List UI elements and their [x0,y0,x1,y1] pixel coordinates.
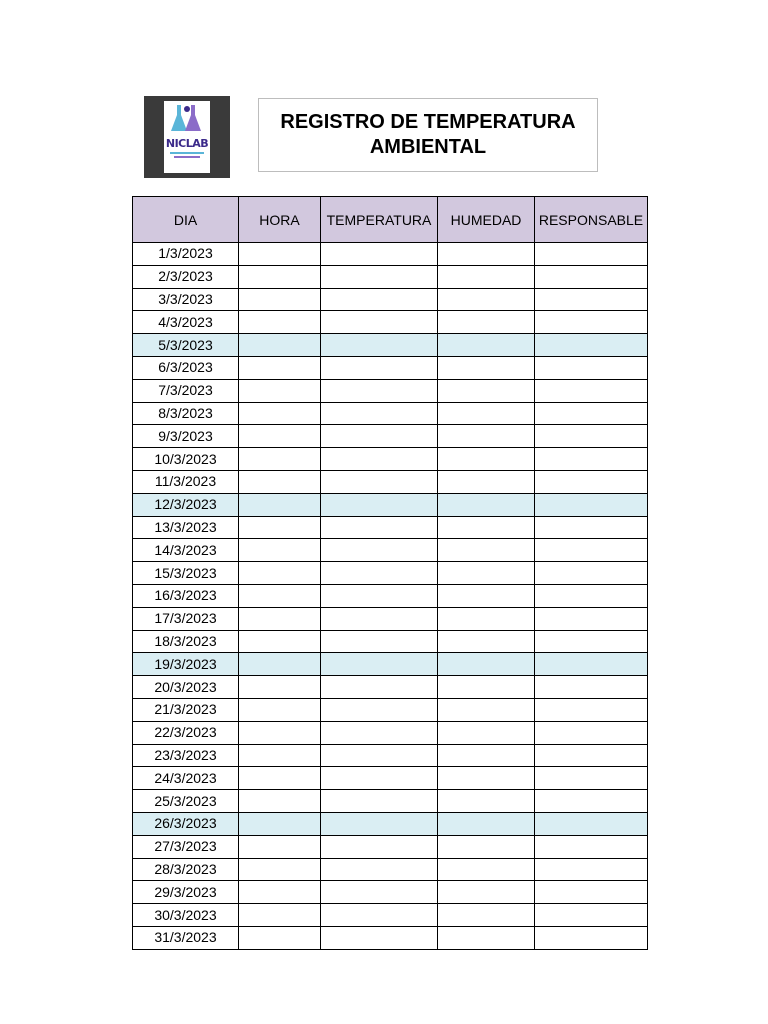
cell-temperatura[interactable] [321,607,438,630]
table-row [133,904,648,927]
table-row [133,311,648,334]
cell-temperatura[interactable] [321,812,438,835]
cell-humedad[interactable] [438,288,535,311]
table-row [133,402,648,425]
cell-hora[interactable] [239,926,321,949]
cell-hora[interactable] [239,676,321,699]
cell-responsable[interactable] [535,356,648,379]
cell-temperatura[interactable] [321,493,438,516]
column-header-humedad: HUMEDAD [438,197,535,243]
cell-dia: 16/3/2023 [133,584,239,607]
cell-responsable[interactable] [535,493,648,516]
cell-temperatura[interactable] [321,425,438,448]
cell-humedad[interactable] [438,790,535,813]
logo-text: NICLAB [165,137,209,150]
temperature-log-table [132,196,648,950]
cell-dia: 12/3/2023 [133,493,239,516]
cell-hora[interactable] [239,243,321,266]
cell-hora[interactable] [239,493,321,516]
cell-temperatura[interactable] [321,243,438,266]
table-row [133,243,648,266]
cell-responsable[interactable] [535,812,648,835]
cell-dia: 26/3/2023 [133,812,239,835]
cell-humedad[interactable] [438,926,535,949]
cell-humedad[interactable] [438,812,535,835]
cell-dia: 5/3/2023 [133,334,239,357]
table-row [133,607,648,630]
cell-temperatura[interactable] [321,790,438,813]
cell-dia: 21/3/2023 [133,698,239,721]
cell-responsable[interactable] [535,835,648,858]
cell-hora[interactable] [239,539,321,562]
cell-humedad[interactable] [438,835,535,858]
cell-temperatura[interactable] [321,334,438,357]
cell-hora[interactable] [239,904,321,927]
cell-dia: 29/3/2023 [133,881,239,904]
cell-humedad[interactable] [438,425,535,448]
cell-dia: 6/3/2023 [133,356,239,379]
cell-responsable[interactable] [535,243,648,266]
cell-hora[interactable] [239,334,321,357]
cell-hora[interactable] [239,516,321,539]
column-header-responsable: RESPONSABLE [535,197,648,243]
cell-temperatura[interactable] [321,448,438,471]
cell-temperatura[interactable] [321,767,438,790]
cell-hora[interactable] [239,721,321,744]
table-row [133,881,648,904]
cell-responsable[interactable] [535,721,648,744]
table-row [133,584,648,607]
cell-dia: 18/3/2023 [133,630,239,653]
cell-temperatura[interactable] [321,288,438,311]
cell-temperatura[interactable] [321,698,438,721]
cell-hora[interactable] [239,630,321,653]
flask-icon [167,101,207,135]
cell-temperatura[interactable] [321,926,438,949]
cell-hora[interactable] [239,265,321,288]
cell-responsable[interactable] [535,698,648,721]
cell-humedad[interactable] [438,881,535,904]
cell-humedad[interactable] [438,676,535,699]
cell-hora[interactable] [239,356,321,379]
cell-humedad[interactable] [438,653,535,676]
cell-responsable[interactable] [535,425,648,448]
cell-responsable[interactable] [535,584,648,607]
cell-temperatura[interactable] [321,311,438,334]
cell-temperatura[interactable] [321,539,438,562]
cell-hora[interactable] [239,379,321,402]
column-header-dia: DIA [133,197,239,243]
cell-dia: 2/3/2023 [133,265,239,288]
cell-dia: 1/3/2023 [133,243,239,266]
document-title: REGISTRO DE TEMPERATURA AMBIENTAL [280,111,576,158]
cell-hora[interactable] [239,562,321,585]
cell-humedad[interactable] [438,767,535,790]
cell-dia: 13/3/2023 [133,516,239,539]
cell-dia: 28/3/2023 [133,858,239,881]
cell-dia: 14/3/2023 [133,539,239,562]
cell-responsable[interactable] [535,653,648,676]
cell-hora[interactable] [239,448,321,471]
logo-stripe [170,152,204,154]
cell-responsable[interactable] [535,539,648,562]
cell-temperatura[interactable] [321,653,438,676]
cell-humedad[interactable] [438,448,535,471]
cell-responsable[interactable] [535,767,648,790]
table-row [133,516,648,539]
cell-humedad[interactable] [438,334,535,357]
table-row [133,721,648,744]
cell-responsable[interactable] [535,311,648,334]
cell-dia: 11/3/2023 [133,470,239,493]
cell-dia: 15/3/2023 [133,562,239,585]
cell-hora[interactable] [239,812,321,835]
cell-humedad[interactable] [438,698,535,721]
cell-hora[interactable] [239,584,321,607]
logo-card [164,101,210,173]
table-header-row [133,197,648,243]
cell-hora[interactable] [239,288,321,311]
cell-hora[interactable] [239,767,321,790]
cell-temperatura[interactable] [321,904,438,927]
cell-dia: 27/3/2023 [133,835,239,858]
cell-responsable[interactable] [535,881,648,904]
cell-responsable[interactable] [535,562,648,585]
cell-humedad[interactable] [438,630,535,653]
cell-temperatura[interactable] [321,676,438,699]
cell-hora[interactable] [239,744,321,767]
cell-hora[interactable] [239,311,321,334]
cell-temperatura[interactable] [321,265,438,288]
cell-hora[interactable] [239,402,321,425]
table-row [133,265,648,288]
cell-dia: 9/3/2023 [133,425,239,448]
cell-humedad[interactable] [438,265,535,288]
cell-responsable[interactable] [535,288,648,311]
cell-responsable[interactable] [535,676,648,699]
cell-hora[interactable] [239,835,321,858]
table-row [133,744,648,767]
column-header-hora: HORA [239,197,321,243]
table-row [133,539,648,562]
cell-dia: 25/3/2023 [133,790,239,813]
table-row [133,653,648,676]
cell-dia: 31/3/2023 [133,926,239,949]
cell-responsable[interactable] [535,926,648,949]
cell-hora[interactable] [239,470,321,493]
logo-stripe [174,156,200,158]
table-row [133,767,648,790]
cell-responsable[interactable] [535,790,648,813]
cell-humedad[interactable] [438,493,535,516]
company-logo [144,96,230,178]
cell-temperatura[interactable] [321,858,438,881]
cell-temperatura[interactable] [321,516,438,539]
cell-responsable[interactable] [535,379,648,402]
cell-hora[interactable] [239,858,321,881]
table-row [133,562,648,585]
cell-temperatura[interactable] [321,721,438,744]
cell-hora[interactable] [239,790,321,813]
cell-humedad[interactable] [438,470,535,493]
cell-humedad[interactable] [438,311,535,334]
cell-temperatura[interactable] [321,402,438,425]
cell-temperatura[interactable] [321,379,438,402]
cell-hora[interactable] [239,881,321,904]
cell-humedad[interactable] [438,243,535,266]
cell-dia: 3/3/2023 [133,288,239,311]
cell-humedad[interactable] [438,607,535,630]
table-row [133,812,648,835]
cell-dia: 20/3/2023 [133,676,239,699]
column-header-temperatura: TEMPERATURA [321,197,438,243]
cell-responsable[interactable] [535,334,648,357]
cell-humedad[interactable] [438,539,535,562]
table-row [133,288,648,311]
cell-humedad[interactable] [438,744,535,767]
cell-temperatura[interactable] [321,356,438,379]
cell-responsable[interactable] [535,858,648,881]
cell-responsable[interactable] [535,744,648,767]
cell-hora[interactable] [239,425,321,448]
table-row [133,698,648,721]
cell-dia: 30/3/2023 [133,904,239,927]
cell-temperatura[interactable] [321,584,438,607]
table-row [133,425,648,448]
cell-hora[interactable] [239,653,321,676]
table-row [133,858,648,881]
cell-dia: 17/3/2023 [133,607,239,630]
cell-humedad[interactable] [438,858,535,881]
cell-temperatura[interactable] [321,744,438,767]
cell-temperatura[interactable] [321,881,438,904]
table-row [133,676,648,699]
title-box [258,98,598,172]
table-row [133,334,648,357]
cell-humedad[interactable] [438,904,535,927]
cell-hora[interactable] [239,698,321,721]
cell-temperatura[interactable] [321,562,438,585]
cell-dia: 10/3/2023 [133,448,239,471]
cell-dia: 7/3/2023 [133,379,239,402]
cell-humedad[interactable] [438,516,535,539]
cell-humedad[interactable] [438,356,535,379]
cell-temperatura[interactable] [321,835,438,858]
cell-humedad[interactable] [438,402,535,425]
cell-responsable[interactable] [535,630,648,653]
cell-responsable[interactable] [535,516,648,539]
cell-humedad[interactable] [438,562,535,585]
cell-humedad[interactable] [438,379,535,402]
cell-responsable[interactable] [535,402,648,425]
table-row [133,926,648,949]
table-row [133,448,648,471]
cell-hora[interactable] [239,607,321,630]
cell-dia: 24/3/2023 [133,767,239,790]
cell-responsable[interactable] [535,448,648,471]
table-row [133,470,648,493]
cell-dia: 8/3/2023 [133,402,239,425]
cell-responsable[interactable] [535,607,648,630]
table-row [133,790,648,813]
cell-temperatura[interactable] [321,470,438,493]
cell-humedad[interactable] [438,721,535,744]
cell-dia: 19/3/2023 [133,653,239,676]
table-row [133,379,648,402]
cell-dia: 22/3/2023 [133,721,239,744]
table-row [133,493,648,516]
cell-responsable[interactable] [535,265,648,288]
cell-responsable[interactable] [535,904,648,927]
cell-humedad[interactable] [438,584,535,607]
cell-dia: 23/3/2023 [133,744,239,767]
cell-responsable[interactable] [535,470,648,493]
table-row [133,630,648,653]
table-row [133,835,648,858]
cell-dia: 4/3/2023 [133,311,239,334]
cell-temperatura[interactable] [321,630,438,653]
table-row [133,356,648,379]
